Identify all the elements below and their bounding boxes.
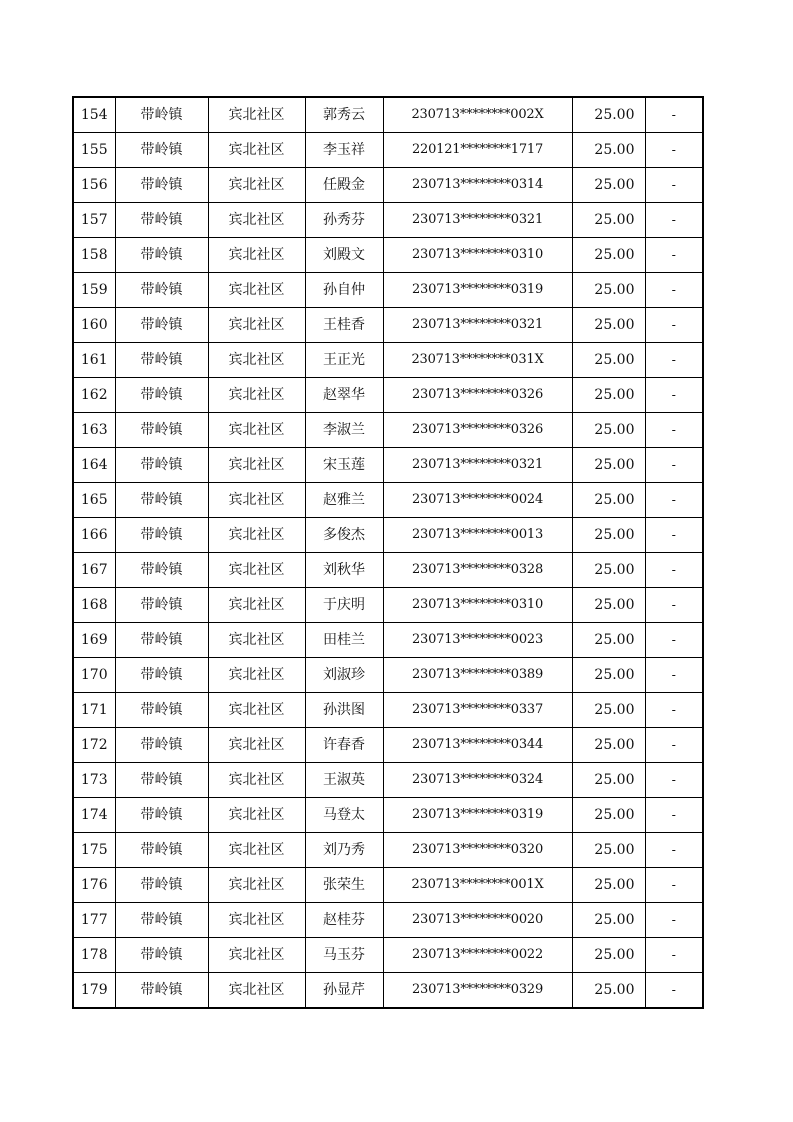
- note-cell: -: [645, 938, 703, 973]
- row-number-cell: 158: [73, 238, 115, 273]
- name-cell: 马玉芬: [305, 938, 383, 973]
- town-cell: 带岭镇: [115, 833, 208, 868]
- town-cell: 带岭镇: [115, 728, 208, 763]
- row-number-cell: 178: [73, 938, 115, 973]
- name-cell: 赵雅兰: [305, 483, 383, 518]
- town-cell: 带岭镇: [115, 798, 208, 833]
- town-cell: 带岭镇: [115, 518, 208, 553]
- id-card-cell: 230713********0319: [383, 273, 572, 308]
- amount-cell: 25.00: [572, 378, 645, 413]
- row-number-cell: 171: [73, 693, 115, 728]
- community-cell: 宾北社区: [208, 728, 305, 763]
- id-card-cell: 230713********002X: [383, 97, 572, 133]
- id-card-cell: 230713********0013: [383, 518, 572, 553]
- name-cell: 王淑英: [305, 763, 383, 798]
- town-cell: 带岭镇: [115, 693, 208, 728]
- id-card-cell: 220121********1717: [383, 133, 572, 168]
- amount-cell: 25.00: [572, 133, 645, 168]
- id-card-cell: 230713********0320: [383, 833, 572, 868]
- name-cell: 李淑兰: [305, 413, 383, 448]
- row-number-cell: 164: [73, 448, 115, 483]
- note-cell: -: [645, 728, 703, 763]
- id-card-cell: 230713********0020: [383, 903, 572, 938]
- note-cell: -: [645, 308, 703, 343]
- community-cell: 宾北社区: [208, 378, 305, 413]
- amount-cell: 25.00: [572, 343, 645, 378]
- community-cell: 宾北社区: [208, 483, 305, 518]
- amount-cell: 25.00: [572, 588, 645, 623]
- amount-cell: 25.00: [572, 763, 645, 798]
- id-card-cell: 230713********0022: [383, 938, 572, 973]
- subsidy-roster-table: [72, 96, 704, 1009]
- name-cell: 王桂香: [305, 308, 383, 343]
- note-cell: -: [645, 798, 703, 833]
- row-number-cell: 166: [73, 518, 115, 553]
- name-cell: 孙自仲: [305, 273, 383, 308]
- row-number-cell: 174: [73, 798, 115, 833]
- name-cell: 王正光: [305, 343, 383, 378]
- amount-cell: 25.00: [572, 168, 645, 203]
- id-card-cell: 230713********0023: [383, 623, 572, 658]
- id-card-cell: 230713********0326: [383, 378, 572, 413]
- row-number-cell: 167: [73, 553, 115, 588]
- note-cell: -: [645, 588, 703, 623]
- table-body: [73, 97, 703, 1008]
- town-cell: 带岭镇: [115, 868, 208, 903]
- community-cell: 宾北社区: [208, 308, 305, 343]
- note-cell: -: [645, 763, 703, 798]
- name-cell: 李玉祥: [305, 133, 383, 168]
- table-row: [73, 273, 703, 308]
- row-number-cell: 168: [73, 588, 115, 623]
- note-cell: -: [645, 413, 703, 448]
- id-card-cell: 230713********0326: [383, 413, 572, 448]
- row-number-cell: 155: [73, 133, 115, 168]
- id-card-cell: 230713********0324: [383, 763, 572, 798]
- town-cell: 带岭镇: [115, 378, 208, 413]
- town-cell: 带岭镇: [115, 413, 208, 448]
- row-number-cell: 170: [73, 658, 115, 693]
- town-cell: 带岭镇: [115, 343, 208, 378]
- community-cell: 宾北社区: [208, 203, 305, 238]
- note-cell: -: [645, 868, 703, 903]
- name-cell: 张荣生: [305, 868, 383, 903]
- note-cell: -: [645, 238, 703, 273]
- amount-cell: 25.00: [572, 553, 645, 588]
- community-cell: 宾北社区: [208, 798, 305, 833]
- amount-cell: 25.00: [572, 273, 645, 308]
- table-row: [73, 798, 703, 833]
- note-cell: -: [645, 693, 703, 728]
- town-cell: 带岭镇: [115, 203, 208, 238]
- table-row: [73, 413, 703, 448]
- row-number-cell: 162: [73, 378, 115, 413]
- town-cell: 带岭镇: [115, 448, 208, 483]
- amount-cell: 25.00: [572, 868, 645, 903]
- note-cell: -: [645, 833, 703, 868]
- row-number-cell: 173: [73, 763, 115, 798]
- community-cell: 宾北社区: [208, 833, 305, 868]
- id-card-cell: 230713********0337: [383, 693, 572, 728]
- amount-cell: 25.00: [572, 518, 645, 553]
- amount-cell: 25.00: [572, 903, 645, 938]
- name-cell: 于庆明: [305, 588, 383, 623]
- amount-cell: 25.00: [572, 483, 645, 518]
- amount-cell: 25.00: [572, 308, 645, 343]
- table-row: [73, 938, 703, 973]
- community-cell: 宾北社区: [208, 273, 305, 308]
- amount-cell: 25.00: [572, 973, 645, 1009]
- amount-cell: 25.00: [572, 623, 645, 658]
- community-cell: 宾北社区: [208, 238, 305, 273]
- community-cell: 宾北社区: [208, 518, 305, 553]
- table-row: [73, 483, 703, 518]
- table-row: [73, 518, 703, 553]
- community-cell: 宾北社区: [208, 973, 305, 1009]
- amount-cell: 25.00: [572, 413, 645, 448]
- community-cell: 宾北社区: [208, 448, 305, 483]
- id-card-cell: 230713********0344: [383, 728, 572, 763]
- amount-cell: 25.00: [572, 448, 645, 483]
- community-cell: 宾北社区: [208, 553, 305, 588]
- community-cell: 宾北社区: [208, 343, 305, 378]
- town-cell: 带岭镇: [115, 973, 208, 1009]
- amount-cell: 25.00: [572, 938, 645, 973]
- community-cell: 宾北社区: [208, 658, 305, 693]
- name-cell: 宋玉莲: [305, 448, 383, 483]
- note-cell: -: [645, 448, 703, 483]
- community-cell: 宾北社区: [208, 413, 305, 448]
- town-cell: 带岭镇: [115, 763, 208, 798]
- table-row: [73, 308, 703, 343]
- row-number-cell: 179: [73, 973, 115, 1009]
- row-number-cell: 163: [73, 413, 115, 448]
- note-cell: -: [645, 903, 703, 938]
- town-cell: 带岭镇: [115, 623, 208, 658]
- id-card-cell: 230713********031X: [383, 343, 572, 378]
- amount-cell: 25.00: [572, 203, 645, 238]
- id-card-cell: 230713********0328: [383, 553, 572, 588]
- table-row: [73, 553, 703, 588]
- amount-cell: 25.00: [572, 833, 645, 868]
- id-card-cell: 230713********0389: [383, 658, 572, 693]
- table-row: [73, 868, 703, 903]
- note-cell: -: [645, 97, 703, 133]
- name-cell: 赵翠华: [305, 378, 383, 413]
- town-cell: 带岭镇: [115, 658, 208, 693]
- row-number-cell: 161: [73, 343, 115, 378]
- amount-cell: 25.00: [572, 728, 645, 763]
- community-cell: 宾北社区: [208, 133, 305, 168]
- table-row: [73, 728, 703, 763]
- note-cell: -: [645, 658, 703, 693]
- name-cell: 孙显芹: [305, 973, 383, 1009]
- table-row: [73, 903, 703, 938]
- community-cell: 宾北社区: [208, 623, 305, 658]
- amount-cell: 25.00: [572, 97, 645, 133]
- town-cell: 带岭镇: [115, 97, 208, 133]
- id-card-cell: 230713********0314: [383, 168, 572, 203]
- id-card-cell: 230713********001X: [383, 868, 572, 903]
- table-row: [73, 588, 703, 623]
- table-row: [73, 378, 703, 413]
- name-cell: 任殿金: [305, 168, 383, 203]
- row-number-cell: 154: [73, 97, 115, 133]
- community-cell: 宾北社区: [208, 588, 305, 623]
- note-cell: -: [645, 973, 703, 1009]
- name-cell: 郭秀云: [305, 97, 383, 133]
- table-row: [73, 133, 703, 168]
- community-cell: 宾北社区: [208, 168, 305, 203]
- table-row: [73, 203, 703, 238]
- row-number-cell: 159: [73, 273, 115, 308]
- table-row: [73, 658, 703, 693]
- name-cell: 孙洪图: [305, 693, 383, 728]
- town-cell: 带岭镇: [115, 238, 208, 273]
- community-cell: 宾北社区: [208, 868, 305, 903]
- table-row: [73, 763, 703, 798]
- id-card-cell: 230713********0321: [383, 203, 572, 238]
- amount-cell: 25.00: [572, 798, 645, 833]
- name-cell: 刘秋华: [305, 553, 383, 588]
- id-card-cell: 230713********0321: [383, 448, 572, 483]
- id-card-cell: 230713********0329: [383, 973, 572, 1009]
- name-cell: 许春香: [305, 728, 383, 763]
- table-row: [73, 168, 703, 203]
- note-cell: -: [645, 168, 703, 203]
- row-number-cell: 176: [73, 868, 115, 903]
- name-cell: 马登太: [305, 798, 383, 833]
- community-cell: 宾北社区: [208, 97, 305, 133]
- note-cell: -: [645, 518, 703, 553]
- name-cell: 多俊杰: [305, 518, 383, 553]
- town-cell: 带岭镇: [115, 168, 208, 203]
- row-number-cell: 177: [73, 903, 115, 938]
- table-row: [73, 343, 703, 378]
- id-card-cell: 230713********0319: [383, 798, 572, 833]
- name-cell: 刘乃秀: [305, 833, 383, 868]
- note-cell: -: [645, 483, 703, 518]
- id-card-cell: 230713********0024: [383, 483, 572, 518]
- note-cell: -: [645, 623, 703, 658]
- row-number-cell: 175: [73, 833, 115, 868]
- name-cell: 刘淑珍: [305, 658, 383, 693]
- town-cell: 带岭镇: [115, 903, 208, 938]
- town-cell: 带岭镇: [115, 483, 208, 518]
- community-cell: 宾北社区: [208, 938, 305, 973]
- amount-cell: 25.00: [572, 238, 645, 273]
- id-card-cell: 230713********0310: [383, 238, 572, 273]
- town-cell: 带岭镇: [115, 588, 208, 623]
- town-cell: 带岭镇: [115, 273, 208, 308]
- town-cell: 带岭镇: [115, 133, 208, 168]
- town-cell: 带岭镇: [115, 308, 208, 343]
- community-cell: 宾北社区: [208, 903, 305, 938]
- note-cell: -: [645, 133, 703, 168]
- table-row: [73, 973, 703, 1009]
- name-cell: 田桂兰: [305, 623, 383, 658]
- town-cell: 带岭镇: [115, 553, 208, 588]
- table-row: [73, 97, 703, 133]
- amount-cell: 25.00: [572, 693, 645, 728]
- row-number-cell: 172: [73, 728, 115, 763]
- amount-cell: 25.00: [572, 658, 645, 693]
- table-row: [73, 448, 703, 483]
- table-row: [73, 833, 703, 868]
- note-cell: -: [645, 378, 703, 413]
- note-cell: -: [645, 343, 703, 378]
- row-number-cell: 157: [73, 203, 115, 238]
- note-cell: -: [645, 553, 703, 588]
- id-card-cell: 230713********0310: [383, 588, 572, 623]
- community-cell: 宾北社区: [208, 763, 305, 798]
- name-cell: 孙秀芬: [305, 203, 383, 238]
- table-row: [73, 238, 703, 273]
- row-number-cell: 156: [73, 168, 115, 203]
- row-number-cell: 160: [73, 308, 115, 343]
- row-number-cell: 169: [73, 623, 115, 658]
- community-cell: 宾北社区: [208, 693, 305, 728]
- id-card-cell: 230713********0321: [383, 308, 572, 343]
- note-cell: -: [645, 273, 703, 308]
- note-cell: -: [645, 203, 703, 238]
- table-row: [73, 693, 703, 728]
- table-row: [73, 623, 703, 658]
- name-cell: 赵桂芬: [305, 903, 383, 938]
- town-cell: 带岭镇: [115, 938, 208, 973]
- row-number-cell: 165: [73, 483, 115, 518]
- name-cell: 刘殿文: [305, 238, 383, 273]
